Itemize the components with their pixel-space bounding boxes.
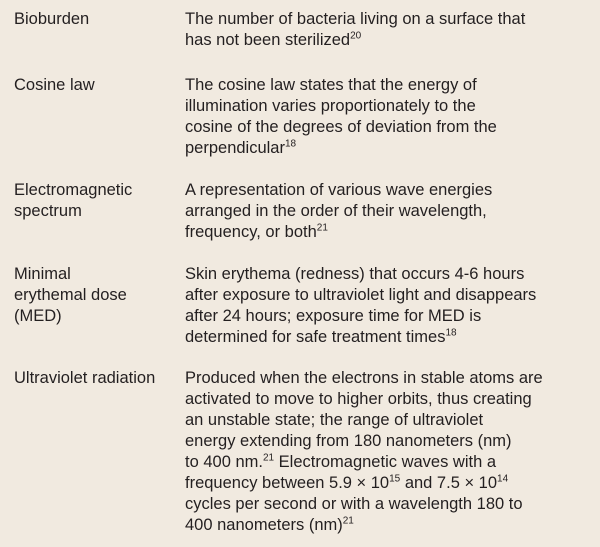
def-line: cycles per second or with a wavelength 180 to: [185, 495, 523, 513]
def-line: Skin erythema (redness) that occurs 4-6 hours: [185, 265, 525, 283]
term: [14, 264, 174, 327]
citation: 18: [284, 138, 297, 150]
def-line: illumination varies proportionately to the: [185, 97, 476, 115]
definition: [185, 9, 595, 51]
def-line: has not been sterilized$^{20}$: [185, 30, 362, 49]
def-line: Produced when the electrons in stable atoms are: [185, 369, 543, 387]
def-line: to 400 nm.$^{21}$ Electromagnetic waves with a: [185, 452, 497, 471]
def-line: A representation of various wave energies: [185, 181, 493, 199]
term-line: spectrum: [14, 202, 82, 220]
term-line: (MED): [14, 307, 62, 325]
citation: 20: [350, 30, 362, 42]
term-line: radiation: [91, 369, 156, 387]
term-line: Minimal: [14, 265, 71, 283]
definition: [185, 264, 595, 348]
def-line: The cosine law states that the energy of: [185, 76, 477, 94]
def-line: after exposure to ultraviolet light and disappears: [185, 286, 537, 304]
def-line: cosine of the degrees of deviation from the: [185, 118, 497, 136]
def-line: perpendicular$^{18}$: [185, 138, 297, 157]
exponent: 14: [497, 473, 509, 485]
def-line: frequency, or both$^{21}$: [185, 222, 328, 241]
term: [14, 180, 174, 222]
citation: 21: [342, 515, 354, 527]
definition: [185, 180, 595, 243]
def-line: determined for safe treatment times$^{18}$: [185, 327, 457, 346]
term: [14, 368, 174, 389]
def-line: 400 nanometers (nm)$^{21}$: [185, 515, 354, 534]
def-line: frequency between $5.9 \times 10^{15}$ and $7.5 \times 10^{14}$: [185, 473, 509, 492]
term-line: Bioburden: [14, 10, 90, 28]
def-line: activated to move to higher orbits, thus creating: [185, 390, 532, 408]
citation: 21: [316, 222, 328, 234]
term: [14, 9, 174, 30]
def-line: arranged in the order of their wavelength,: [185, 202, 487, 220]
term-line: Electromagnetic: [14, 181, 133, 199]
term-line: Ultraviolet: [14, 369, 88, 387]
term-line: Cosine law: [14, 76, 95, 94]
def-line: energy extending from 180 nanometers (nm): [185, 432, 512, 450]
definition: [185, 368, 595, 536]
definition: [185, 75, 595, 159]
citation: 18: [445, 327, 457, 339]
def-line: an unstable state; the range of ultraviolet: [185, 411, 484, 429]
term-line: erythemal dose: [14, 286, 127, 304]
def-line: after 24 hours; exposure time for MED is: [185, 307, 482, 325]
def-line: The number of bacteria living on a surface that: [185, 10, 526, 28]
citation: 21: [262, 452, 275, 464]
exponent: 15: [389, 473, 401, 485]
term: [14, 75, 174, 96]
